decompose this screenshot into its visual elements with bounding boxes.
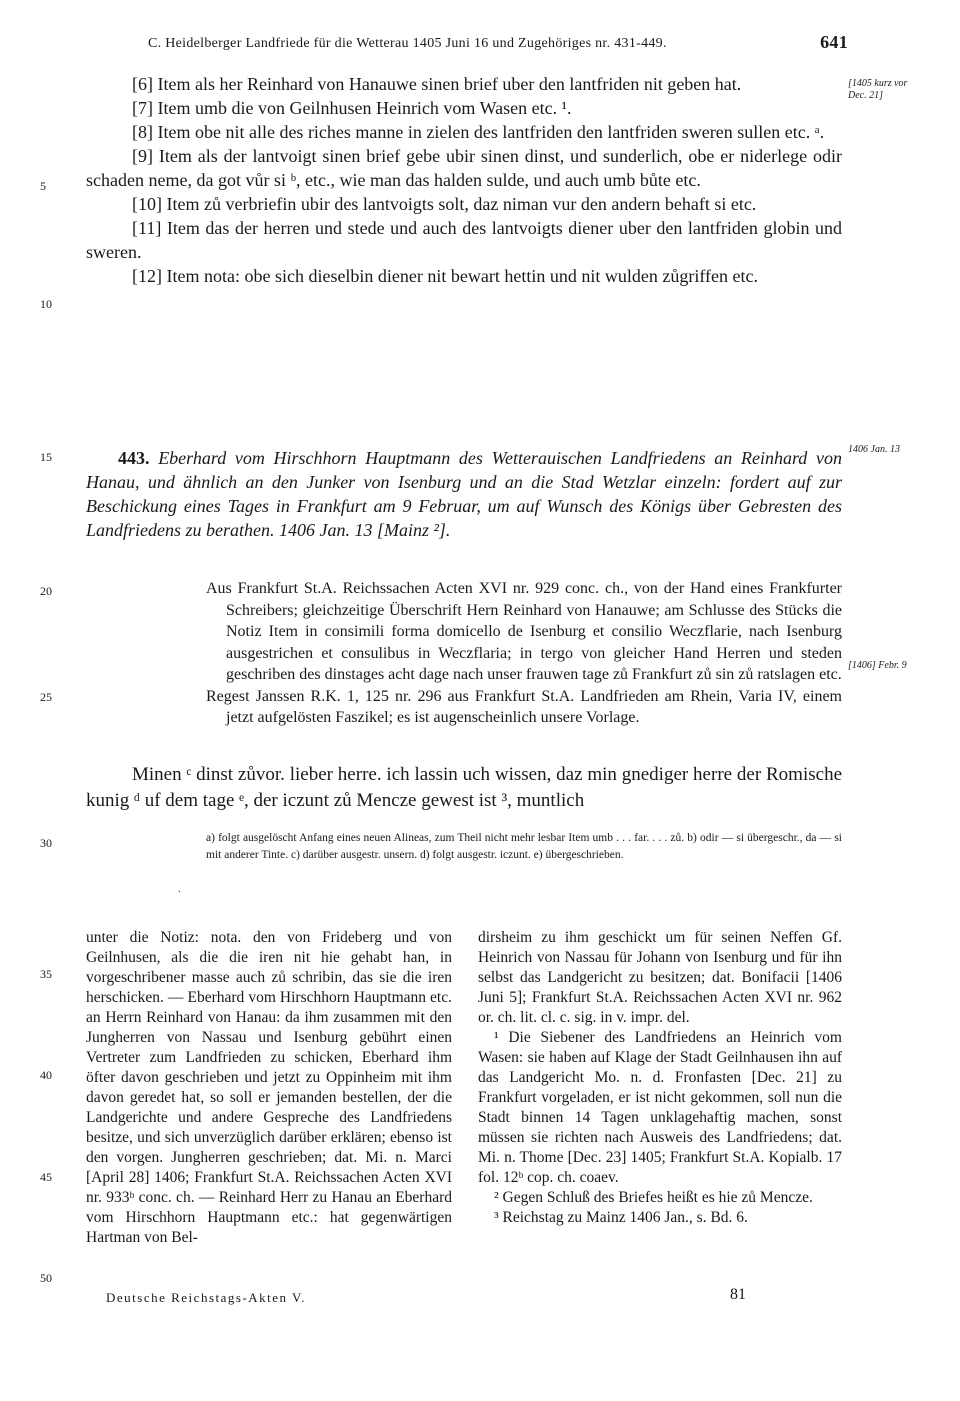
note-paragraph: dirsheim zu ihm geschickt um für seinen Neffen Gf. Heinrich von Nassau für Johann von Isenburg und für ihn selbst das Landgericht zu besitzen; dat. Bonifacii [1406 Juni 5]; Frankfurt St.A. Reichssachen Acten XVI nr. 962 or. ch. lit. cl. c. sig. in v. impr. del. bbox=[478, 929, 842, 1026]
margin-note-date: 1406 Jan. 13 bbox=[848, 444, 900, 455]
item-paragraph: [11] Item das der herren und stede und auch des lantvoigts diener uber den lantfriden globin und sweren. bbox=[86, 218, 842, 262]
item-paragraph: [7] Item umb die von Geilnhusen Heinrich vom Wasen etc. ¹. bbox=[132, 98, 572, 118]
sheet-signature: 81 bbox=[730, 1286, 746, 1303]
source-paragraph: Regest Janssen R.K. 1, 125 nr. 296 aus Frankfurt St.A. Landfrieden am Rhein, Varia IV, einem jetzt aufgelösten Faszikel; es ist augenscheinlich unsere Vorlage. bbox=[206, 687, 842, 726]
footnote: ³ Reichstag zu Mainz 1406 Jan., s. Bd. 6. bbox=[494, 1209, 748, 1226]
notes-left-column bbox=[86, 928, 452, 1248]
line-number: 25 bbox=[40, 690, 52, 704]
line-number: 50 bbox=[40, 1271, 52, 1285]
letter-paragraph: Minen ᶜ dinst zůvor. lieber herre. ich lassin uch wissen, daz min gnediger herre der Romische kunig ᵈ uf dem tage ᵉ, der iczunt zů Mencze gewest ist ³, muntlich bbox=[86, 764, 842, 811]
source-description bbox=[206, 578, 842, 729]
regest-text: Eberhard vom Hirschhorn Hauptmann des Wetterauischen Landfriedens an Reinhard von Hanau, und ähnlich an den Junker von Isenburg und an die Stad Wetzlar einzeln: fordert auf zur Beschickung eines Tages in Frankfurt am 9 Februar, um auf Wunsch des Königs über Gebresten des Landfriedens zu berathen. 1406 Jan. 13 [Mainz ²]. bbox=[86, 448, 842, 540]
item-paragraph: [6] Item als her Reinhard von Hanauwe sinen brief uber den lantfriden nit geben hat. bbox=[132, 74, 742, 94]
item-list bbox=[86, 72, 842, 288]
item-paragraph: [12] Item nota: obe sich dieselbin diener nit bewart hettin und nit wulden zůgriffen etc. bbox=[132, 266, 758, 286]
page-number: 641 bbox=[820, 32, 848, 52]
document-number: 443. bbox=[118, 448, 150, 468]
running-header bbox=[148, 32, 848, 52]
line-number: 40 bbox=[40, 1068, 52, 1082]
footnote: ¹ Die Siebener des Landfriedens an Heinrich vom Wasen: sie haben auf Klage der Stadt Geilnhausen ihn auf das Landgericht Mo. n. d. Fronfasten [Dec. 21] zu Frankfurt vorgeladen, er ist nicht gekommen, soll nun die Stadt binnen 14 Tagen unklagehaftig machen, sonst müssen sie richten nach Ausweis des Landfriedens; dat. Mi. n. Thome [Dec. 23] 1405; Frankfurt St.A. Kopialb. 17 fol. 12ᵇ cop. ch. coaev. bbox=[478, 1029, 842, 1186]
margin-note-date: [1405 kurz vor Dec. 21] bbox=[848, 78, 908, 101]
letter-text bbox=[86, 762, 842, 814]
line-number: 20 bbox=[40, 584, 52, 598]
footnote: ² Gegen Schluß des Briefes heißt es hie zů Mencze. bbox=[494, 1189, 813, 1206]
notes-right-column bbox=[478, 928, 842, 1228]
line-number: 10 bbox=[40, 297, 52, 311]
stray-mark: . bbox=[178, 884, 181, 895]
margin-note-date: [1406] Febr. 9 bbox=[848, 660, 907, 671]
item-paragraph: [9] Item als der lantvoigt sinen brief gebe ubir sinen dinst, und sunderlich, obe er niderlege odir schaden neme, da got vůr si ᵇ, etc., wie man das halden sulde, und auch umb bůte etc. bbox=[86, 146, 842, 190]
source-paragraph: Aus Frankfurt St.A. Reichssachen Acten XVI nr. 929 conc. ch., von der Hand eines Frankfurter Schreibers; gleichzeitige Überschrift Hern Reinhard von Hanauwe; am Schlusse des Stücks die Notiz Item in consimili forma domicello de Isenburg et consilio Weczflarie, nach Isenburg ausgestrichen et consulibus in Weczflaria; in tergo von gleicher Hand Herren und steden geschriben des dinstages acht dage nach unser frauwen tage zů Frankfurt zů sin zů ratslagen etc. bbox=[206, 580, 842, 683]
line-number: 5 bbox=[40, 179, 46, 193]
critical-apparatus: a) folgt ausgelöscht Anfang eines neuen Alineas, zum Theil nicht mehr lesbar Item umb . . . far. . . . zů. b) odir — si übergeschr., da — si mit anderer Tinte. c) darüber ausgestr. unsern. d) folgt ausgestr. iczunt. e) übergeschrieben. bbox=[206, 832, 842, 861]
running-title: C. Heidelberger Landfriede für die Wetterau 1405 Juni 16 und Zugehöriges nr. 431-449. bbox=[148, 36, 667, 51]
item-paragraph: [10] Item zů verbriefin ubir des lantvoigts solt, daz niman vur den andern behaft si etc. bbox=[132, 194, 757, 214]
line-number: 35 bbox=[40, 967, 52, 981]
line-number: 30 bbox=[40, 836, 52, 850]
note-paragraph: unter die Notiz: nota. den von Frideberg und von Geilnhusen, als die die iren nit hie gehabt han, in vorgeschribener masse auch zů schribin, das sie die iren herschicken. — Eberhard vom Hirschhorn Hauptmann etc. an Herrn Reinhard von Hanau: da ihm zusammen mit den Jungherren von Nassau und Isenburg gebührt einen Vertreter zum Landfrieden zu schicken, Eberhard ihm öfter davon geschrieben und jetzt zu Oppinheim mit ihm davon geredet hat, so soll er jemanden bestellen, der die Landgerichte und andere Gespreche des Landfriedens besitze, und sich unverzüglich darüber erklären; ebenso ist den vorgen. Jungherren geschrieben; dat. Mi. n. Marci [April 28] 1406; Frankfurt St.A. Reichssachen Acten XVI nr. 933ᵇ conc. ch. — Reinhard Herr zu Hanau an Eberhard vom Hirschhorn Hauptmann etc.: hat gegenwärtigen Hartman von Bel- bbox=[86, 929, 452, 1246]
regest-heading bbox=[86, 446, 842, 542]
series-footer: Deutsche Reichstags-Akten V. bbox=[106, 1290, 307, 1305]
item-paragraph: [8] Item obe nit alle des riches manne in zielen des lantfriden den lantfriden sweren sullen etc. ᵃ. bbox=[132, 122, 825, 142]
line-number: 15 bbox=[40, 450, 52, 464]
line-number: 45 bbox=[40, 1170, 52, 1184]
